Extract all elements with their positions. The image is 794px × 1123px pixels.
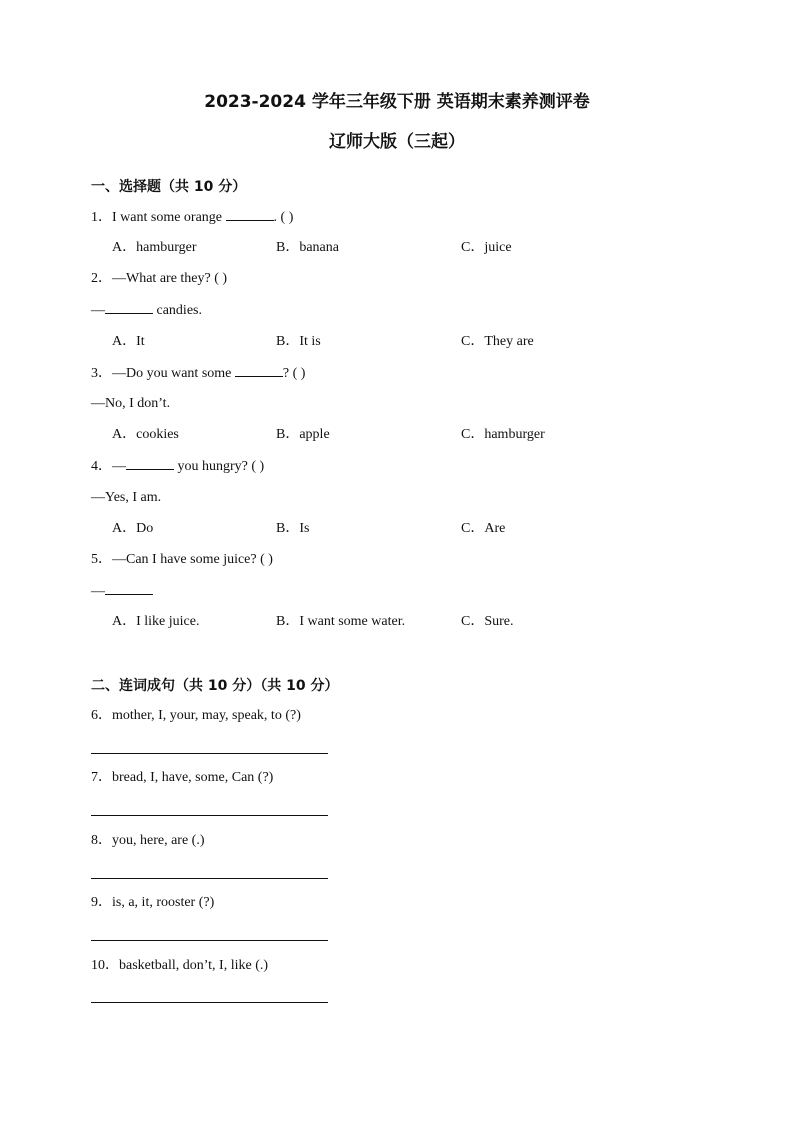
option-b[interactable]: B．banana: [276, 240, 339, 255]
answer-line[interactable]: [91, 878, 328, 879]
question-3: [91, 364, 305, 383]
question-10: 10．basketball, don’t, I, like (.): [91, 958, 269, 973]
option-b[interactable]: B．Is: [276, 521, 310, 536]
option-a[interactable]: A．It: [112, 334, 145, 349]
option-c[interactable]: C．Sure.: [461, 614, 514, 629]
reply-text: candies.: [153, 303, 202, 318]
answer-blank[interactable]: [226, 208, 274, 221]
option-c[interactable]: C．They are: [461, 334, 534, 349]
question-4-stem-before: 4．—: [91, 459, 126, 474]
answer-line[interactable]: [91, 1002, 328, 1003]
option-c[interactable]: C．hamburger: [461, 427, 545, 442]
question-8: 8．you, here, are (.): [91, 833, 205, 848]
section-heading-sentence: 二、连词成句（共 10 分）（共 10 分）: [91, 678, 339, 694]
option-a[interactable]: A．hamburger: [112, 240, 197, 255]
option-a[interactable]: A．Do: [112, 521, 154, 536]
page-subtitle: 辽师大版（三起）: [329, 132, 465, 152]
question-2-reply: [91, 301, 202, 320]
question-3-reply: —No, I don’t.: [91, 396, 171, 411]
option-a[interactable]: A．I like juice.: [112, 614, 200, 629]
question-3-stem-before: 3．—Do you want some: [91, 366, 235, 381]
question-4-reply: —Yes, I am.: [91, 490, 162, 505]
answer-line[interactable]: [91, 753, 328, 754]
section-heading-choice: 一、选择题（共 10 分）: [91, 179, 247, 195]
question-1: [91, 208, 293, 227]
question-4: [91, 457, 264, 476]
reply-dash: —: [91, 303, 105, 318]
answer-blank[interactable]: [235, 364, 283, 377]
question-3-stem-after: ? ( ): [282, 366, 306, 381]
question-9: 9．is, a, it, rooster (?): [91, 895, 215, 910]
answer-line[interactable]: [91, 815, 328, 816]
option-b[interactable]: B．It is: [276, 334, 321, 349]
answer-blank[interactable]: [126, 457, 174, 470]
question-6: 6．mother, I, your, may, speak, to (?): [91, 708, 301, 723]
answer-blank[interactable]: [105, 301, 153, 314]
option-c[interactable]: C．juice: [461, 240, 512, 255]
page-title: 2023-2024 学年三年级下册 英语期末素养测评卷: [204, 92, 590, 112]
question-1-stem-before: 1．I want some orange: [91, 210, 226, 225]
reply-dash: —: [91, 584, 105, 599]
option-a[interactable]: A．cookies: [112, 427, 179, 442]
question-5: 5．—Can I have some juice? ( ): [91, 552, 273, 567]
question-2: 2．—What are they? ( ): [91, 271, 228, 286]
question-7: 7．bread, I, have, some, Can (?): [91, 770, 274, 785]
option-b[interactable]: B．I want some water.: [276, 614, 406, 629]
answer-line[interactable]: [91, 940, 328, 941]
question-5-reply: [91, 582, 153, 601]
question-4-stem-after: you hungry? ( ): [174, 459, 265, 474]
option-c[interactable]: C．Are: [461, 521, 506, 536]
option-b[interactable]: B．apple: [276, 427, 330, 442]
question-1-stem-after: . ( ): [273, 210, 294, 225]
answer-blank[interactable]: [105, 582, 153, 595]
